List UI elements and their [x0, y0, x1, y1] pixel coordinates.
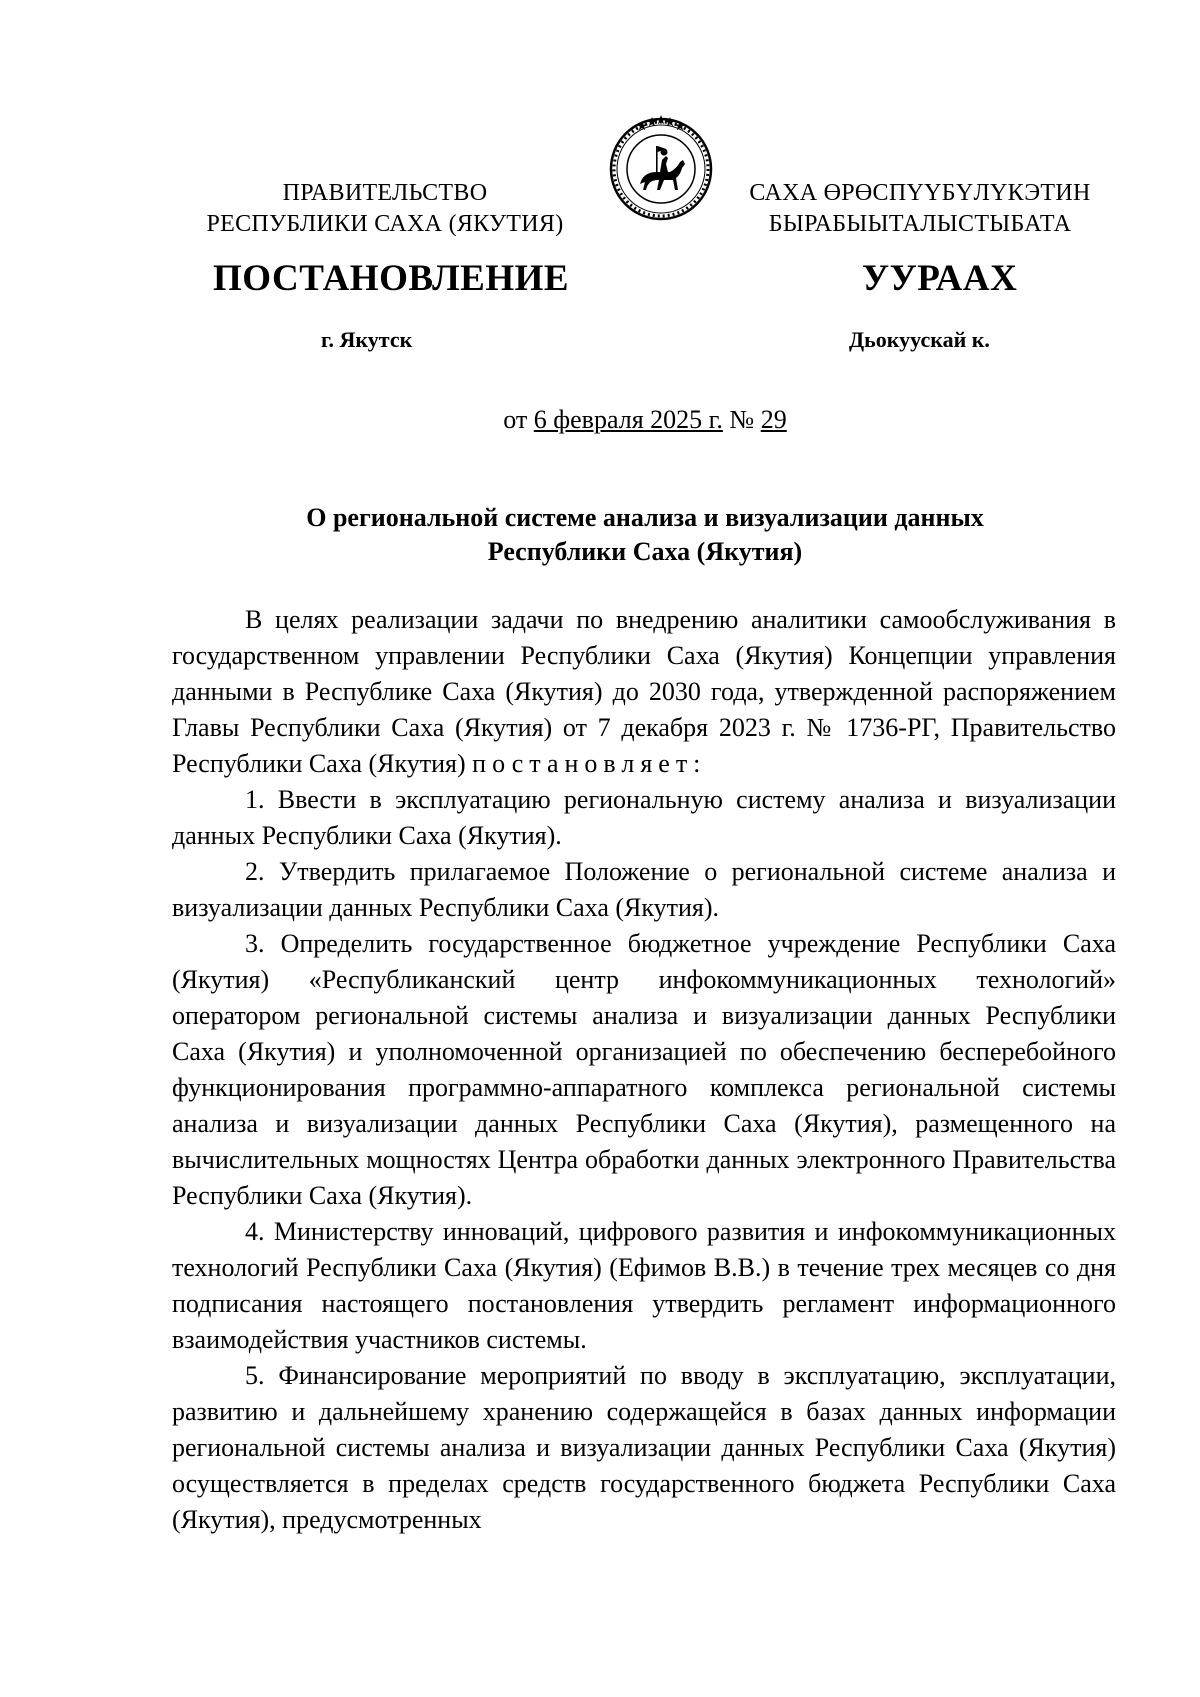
- preamble-text: В целях реализации задачи по внедрению аналитики самообслуживания в государственном управлении Республики Саха (Якутия) Концепции управления данными в Республике Саха (Якутия) до 2030 года, утвержденной распоряжением Главы Республики Саха (Якутия) от 7 декабря 2023 г. № 1736-РГ, Правительство Республики Саха (Якутия): [172, 605, 1116, 778]
- resolve-word: постановляет:: [472, 749, 707, 778]
- document-number: 29: [760, 405, 787, 434]
- paragraph-5: 5. Финансирование мероприятий по вводу в эксплуатацию, эксплуатации, развитию и дальнейшему хранению содержащейся в базах данных информации региональной системы анализа и визуализации данных Республики Саха (Якутия) осуществляется в пределах средств государственного бюджета Республики Саха (Якутия), предусмотренных: [172, 1361, 1116, 1534]
- document-title: [180, 501, 1110, 569]
- paragraph-3: 3. Определить государственное бюджетное учреждение Республики Саха (Якутия) «Республиканский центр инфокоммуникационных технологий» оператором региональной системы анализа и визуализации данных Республики Саха (Якутия) и уполномоченной организацией по обеспечению бесперебойного функционирования программно-аппаратного комплекса региональной системы анализа и визуализации данных Республики Саха (Якутия), размещенного на вычислительных мощностях Центра обработки данных электронного Правительства Республики Саха (Якутия).: [172, 929, 1116, 1210]
- date-number-line: [0, 405, 1200, 435]
- document-title-line2: Республики Саха (Якутия): [487, 537, 803, 566]
- city-ru: г. Якутск: [321, 327, 413, 352]
- city-sakha: Дьокуускай к.: [849, 327, 990, 352]
- doc-type-ru: ПОСТАНОВЛЕНИЕ: [213, 258, 570, 299]
- paragraph-2: 2. Утвердить прилагаемое Положение о региональной системе анализа и визуализации данных Республики Саха (Якутия).: [172, 857, 1116, 922]
- government-name-ru-line1: ПРАВИТЕЛЬСТВО: [282, 180, 488, 206]
- doc-type-sakha: УУРААХ: [862, 258, 1018, 299]
- government-name-sakha-line2: БЫРАБЫЫТАЛЫСТЫБАТА: [768, 211, 1072, 237]
- date-prefix: от: [503, 405, 528, 434]
- government-name-sakha: [720, 178, 1120, 240]
- document-title-line1: О региональной системе анализа и визуализации данных: [306, 503, 984, 532]
- paragraph-4: 4. Министерству инноваций, цифрового развития и инфокоммуникационных технологий Республики Саха (Якутия) (Ефимов В.В.) в течение трех месяцев со дня подписания настоящего постановления утвердить регламент информационного взаимодействия участников системы.: [172, 1217, 1116, 1354]
- coat-of-arms-icon: [604, 110, 718, 224]
- government-name-ru-line2: РЕСПУБЛИКИ САХА (ЯКУТИЯ): [206, 211, 564, 237]
- paragraph-1: 1. Ввести в эксплуатацию региональную систему анализа и визуализации данных Республики Саха (Якутия).: [172, 785, 1116, 850]
- document-date: 6 февраля 2025 г.: [533, 405, 723, 434]
- government-name-ru: [175, 178, 595, 240]
- document-body: [172, 602, 1116, 1538]
- number-sign: №: [729, 405, 755, 434]
- government-name-sakha-line1: САХА ӨРӨСПҮҮБҮЛҮКЭТИН: [749, 180, 1091, 206]
- preamble-paragraph: [172, 602, 1116, 782]
